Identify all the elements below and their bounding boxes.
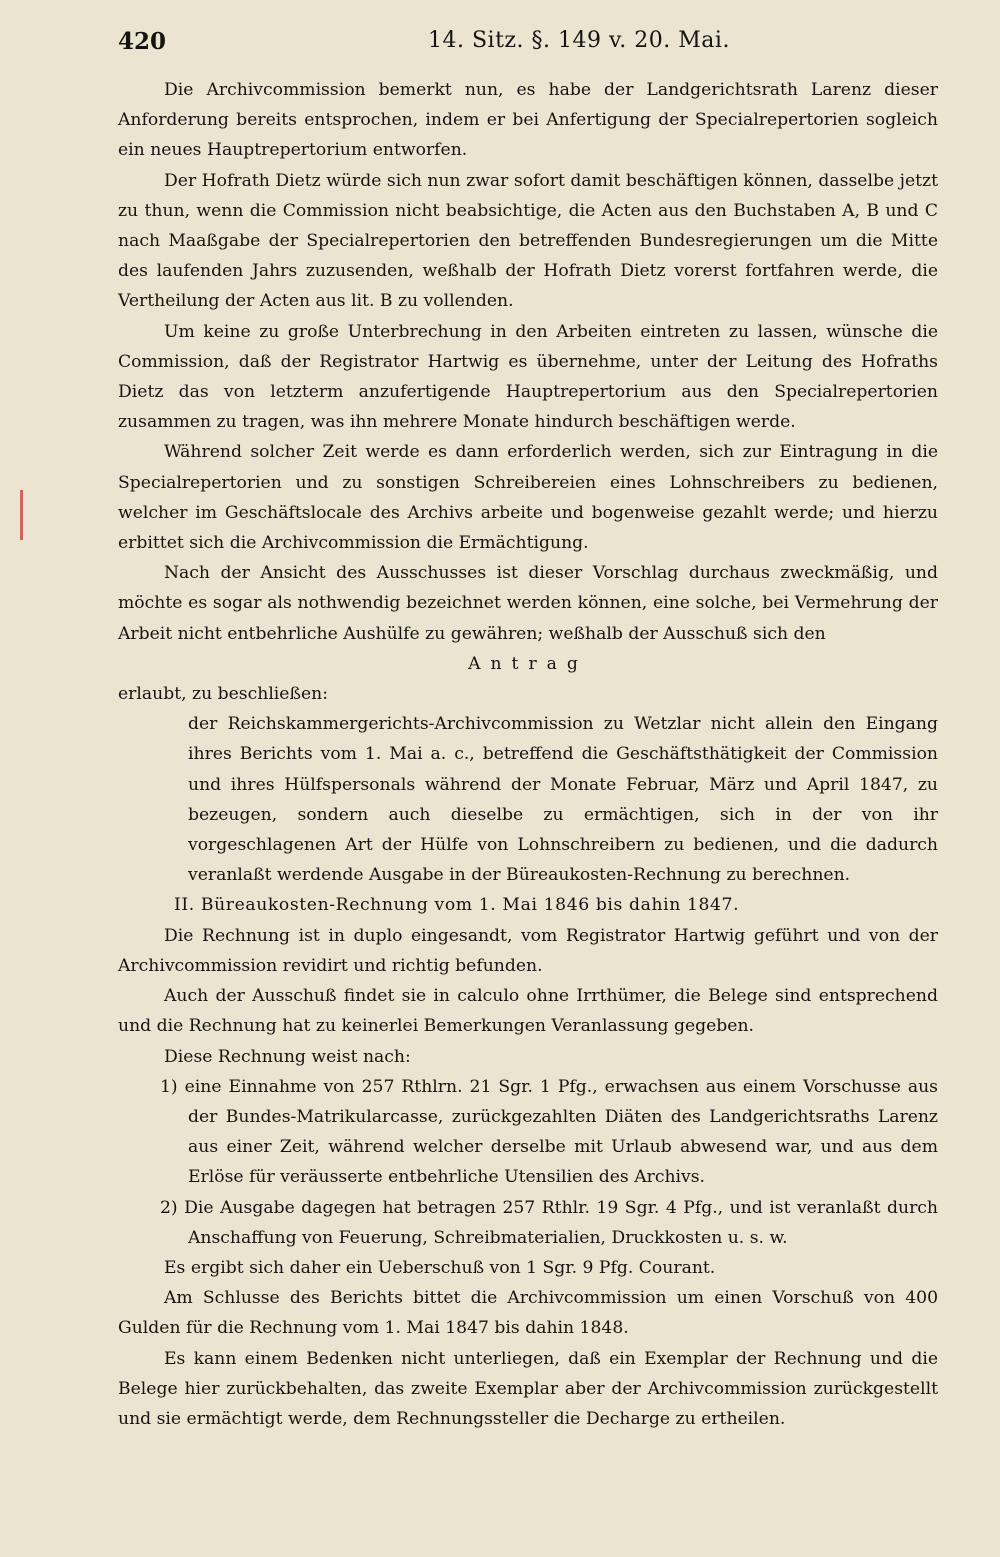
paragraph: Die Archivcommission bemerkt nun, es habe der Landgerichtsrath Larenz dieser Anforderung bereits entsprochen, indem er bei Anfertigung der Specialrepertorien sogleich ein neues Hauptrepertorium entworfen.	[118, 80, 938, 161]
list-item: 1) eine Einnahme von 257 Rthlrn. 21 Sgr. 1 Pfg., erwachsen aus einem Vorschusse aus der Bundes-Matrikularcasse, zurückgezahlten Diäten des Landgerichtsraths Larenz aus einer Zeit, während welcher derselbe mit Urlaub abwesend war, und aus dem Erlöse für veräusserte entbehrliche Utensilien des Archivs.	[160, 1076, 938, 1188]
antrag-intro: erlaubt, zu beschließen:	[118, 684, 328, 705]
paragraph: Um keine zu große Unterbrechung in den Arbeiten eintreten zu lassen, wünsche die Commission, daß der Registrator Hartwig es übernehme, unter der Leitung des Hofraths Dietz das von letzterm anzufertigende Hauptrepertorium aus den Specialrepertorien zusammen zu tragen, was ihn mehrere Monate hindurch beschäftigen werde.	[118, 321, 938, 433]
running-head: 14. Sitz. §. 149 v. 20. Mai.	[428, 28, 730, 53]
paragraph: Während solcher Zeit werde es dann erforderlich werden, sich zur Eintragung in die Specialrepertorien und zu sonstigen Schreibereien eines Lohnschreibers zu bedienen, welcher im Geschäftslocale des Archivs arbeite und bogenweise gezahlt werde; und hierzu erbittet sich die Archivcommission die Ermächtigung.	[118, 442, 938, 554]
paragraph: Auch der Ausschuß findet sie in calculo ohne Irrthümer, die Belege sind entsprechend und die Rechnung hat zu keinerlei Bemerkungen Veranlassung gegeben.	[118, 986, 938, 1037]
antrag-heading: Antrag	[468, 653, 588, 674]
paragraph: Es kann einem Bedenken nicht unterliegen, daß ein Exemplar der Rechnung und die Belege hier zurückbehalten, das zweite Exemplar aber der Archivcommission zurückgestellt und sie ermächtigt werde, dem Rechnungssteller die Decharge zu ertheilen.	[118, 1348, 938, 1429]
body-text	[118, 75, 938, 1434]
paragraph: Es ergibt sich daher ein Ueberschuß von 1 Sgr. 9 Pfg. Courant.	[164, 1257, 716, 1278]
paragraph: Die Rechnung ist in duplo eingesandt, vom Registrator Hartwig geführt und von der Archivcommission revidirt und richtig befunden.	[118, 925, 938, 976]
list-item: 2) Die Ausgabe dagegen hat betragen 257 Rthlr. 19 Sgr. 4 Pfg., und ist veranlaßt durch Anschaffung von Feuerung, Schreibmaterialien, Druckkosten u. s. w.	[160, 1197, 938, 1248]
paragraph: Am Schlusse des Berichts bittet die Archivcommission um einen Vorschuß von 400 Gulden für die Rechnung vom 1. Mai 1847 bis dahin 1848.	[118, 1288, 938, 1339]
paragraph: Nach der Ansicht des Ausschusses ist dieser Vorschlag durchaus zweckmäßig, und möchte es sogar als nothwendig bezeichnet werden können, eine solche, bei Vermehrung der Arbeit nicht entbehrliche Aushülfe zu gewähren; weßhalb der Ausschuß sich den	[118, 563, 938, 644]
section-heading: II. Büreaukosten-Rechnung vom 1. Mai 1846 bis dahin 1847.	[174, 895, 740, 916]
paragraph: Diese Rechnung weist nach:	[164, 1046, 411, 1067]
page-number: 420	[118, 28, 167, 55]
page-header	[118, 28, 940, 62]
paragraph: Der Hofrath Dietz würde sich nun zwar sofort damit beschäftigen können, dasselbe jetzt zu thun, wenn die Commission nicht beabsichtige, die Acten aus den Buchstaben A, B und C nach Maaßgabe der Specialrepertorien den betreffenden Bundesregierungen um die Mitte des laufenden Jahrs zuzusenden, weßhalb der Hofrath Dietz vorerst fortfahren werde, die Vertheilung der Acten aus lit. B zu vollenden.	[118, 170, 938, 312]
margin-mark	[20, 490, 23, 540]
antrag-text: der Reichskammergerichts-Archivcommission zu Wetzlar nicht allein den Eingang ihres Berichts vom 1. Mai a. c., betreffend die Geschäftsthätigkeit der Commission und ihres Hülfspersonals während der Monate Februar, März und April 1847, zu bezeugen, sondern auch dieselbe zu ermächtigen, sich in der von ihr vorgeschlagenen Art der Hülfe von Lohnschreibern zu bedienen, und die dadurch veranlaßt werdende Ausgabe in der Büreaukosten-Rechnung zu berechnen.	[188, 714, 938, 886]
